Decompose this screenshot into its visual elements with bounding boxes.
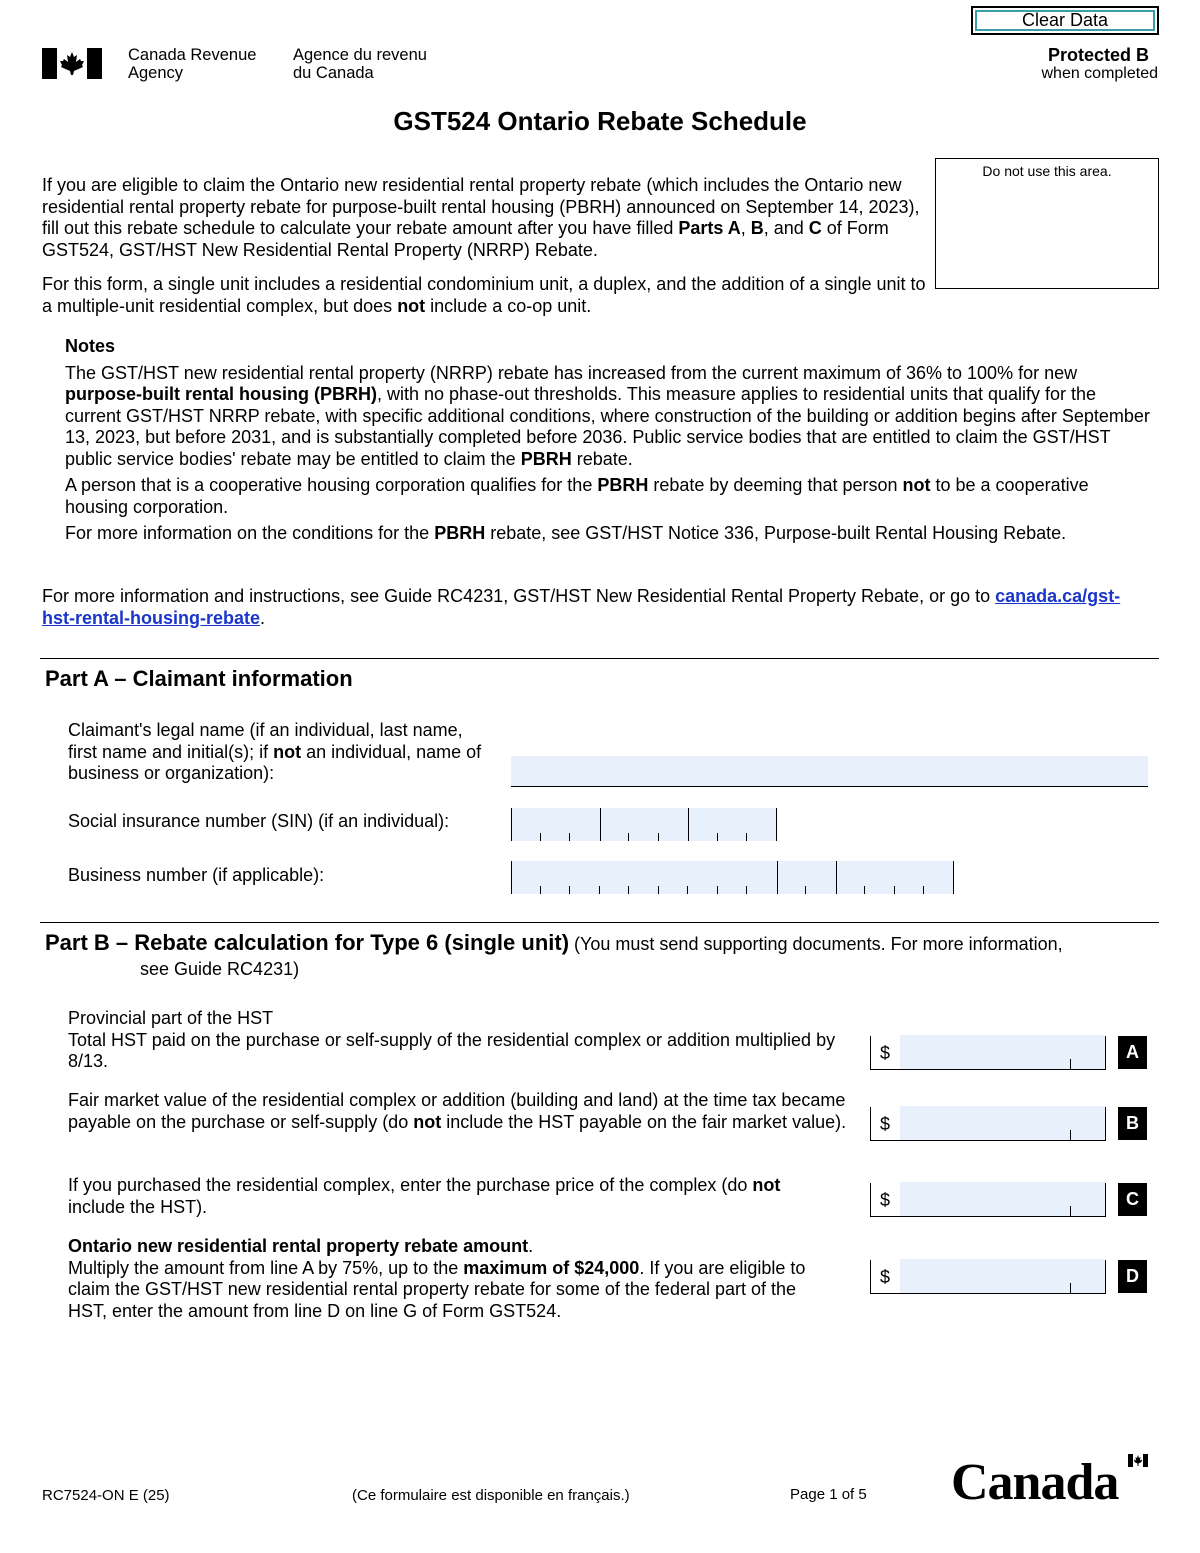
- note-2: A person that is a cooperative housing corporation qualifies for the PBRH rebate by deeming that person not to be a cooperative housing corporation.: [65, 475, 1089, 517]
- agency-en-line1: Canada Revenue: [128, 46, 257, 64]
- dollar-sign: $: [880, 1114, 891, 1134]
- line-a-heading: Provincial part of the HST: [68, 1008, 274, 1028]
- bn-char-2[interactable]: [541, 861, 571, 894]
- more-info-paragraph: For more information and instructions, see Guide RC4231, GST/HST New Residential Rental Property Rebate, or go to canada.ca/gst-hst-rental-housing-rebate.: [42, 586, 1121, 628]
- bn-char-6[interactable]: [659, 861, 689, 894]
- clear-data-button[interactable]: [971, 6, 1159, 35]
- part-b-divider: [40, 922, 1159, 923]
- line-d-heading: Ontario new residential rental property rebate amount.: [68, 1236, 534, 1256]
- agency-en-line2: Agency: [128, 64, 184, 82]
- sin-digit-8[interactable]: [718, 808, 748, 841]
- sin-input[interactable]: [511, 808, 777, 841]
- claimant-name-input[interactable]: [511, 756, 1148, 787]
- bn-char-1[interactable]: [511, 861, 541, 894]
- line-d-input[interactable]: [900, 1259, 1105, 1293]
- sin-digit-9[interactable]: [747, 808, 777, 841]
- sin-digit-6[interactable]: [659, 808, 689, 841]
- do-not-use-area: [935, 158, 1159, 289]
- line-a-description: Total HST paid on the purchase or self-supply of the residential complex or addition multiplied by 8/13.: [68, 1029, 836, 1071]
- agency-fr-line2: du Canada: [293, 64, 374, 82]
- part-b-note-2: see Guide RC4231): [140, 959, 300, 979]
- when-completed-label: when completed: [1041, 65, 1158, 82]
- line-d-description: Multiply the amount from line A by 75%, up to the maximum of $24,000. If you are eligible to claim the GST/HST new residential rental property rebate for some of the federal part of the HST, enter the amount from line D on line G of Form GST524.: [68, 1257, 806, 1321]
- part-b-title: Part B – Rebate calculation for Type 6 (single unit): [45, 930, 570, 955]
- line-d-label: [68, 1236, 808, 1322]
- business-number-input[interactable]: [511, 861, 954, 894]
- part-b-header: [45, 930, 1155, 956]
- dollar-sign: $: [880, 1267, 891, 1287]
- dollar-sign: $: [880, 1190, 891, 1210]
- canada-flag-icon: [42, 48, 102, 79]
- protected-b-label: Protected B: [1047, 45, 1149, 65]
- rental-housing-rebate-link[interactable]: canada.ca/gst-hst-rental-housing-rebate: [42, 586, 1121, 628]
- french-availability-note: (Ce formulaire est disponible en français.): [352, 1487, 630, 1504]
- notes-heading: Notes: [65, 336, 116, 356]
- clear-data-label: Clear Data: [975, 10, 1155, 31]
- sin-digit-3[interactable]: [570, 808, 600, 841]
- bn-char-3[interactable]: [570, 861, 600, 894]
- note-1: The GST/HST new residential rental property (NRRP) rebate has increased from the current maximum of 36% to 100% for new purpose-built rental housing (PBRH), with no phase-out thresholds. This measure applies to residential units that qualify for the current GST/HST NRRP rebate, with specific additional conditions, where construction of the building or addition begins after September 13, 2023, but before 2031, and is substantially completed before 2036. Public service bodies that are entitled to claim the GST/HST public service bodies' rebate may be entitled to claim the PBRH rebate.: [65, 362, 1150, 469]
- note-3: For more information on the conditions for the PBRH rebate, see GST/HST Notice 336, Purpose-built Rental Housing Rebate.: [65, 523, 1067, 543]
- bn-char-4[interactable]: [600, 861, 630, 894]
- sin-label: Social insurance number (SIN) (if an individual):: [68, 811, 450, 831]
- agency-name-english: [128, 46, 256, 82]
- line-d-amount-field[interactable]: [870, 1260, 1106, 1294]
- canada-wordmark: Canada: [951, 1454, 1119, 1511]
- sin-digit-1[interactable]: [511, 808, 541, 841]
- part-b-note-1: (You must send supporting documents. For more information,: [574, 934, 1063, 954]
- claimant-name-label: Claimant's legal name (if an individual, last name, first name and initial(s); if not an individual, name of business or organization):: [68, 720, 482, 783]
- bn-char-11[interactable]: [806, 861, 836, 894]
- intro-paragraph-1: If you are eligible to claim the Ontario new residential rental property rebate (which includes the Ontario new residential rental property rebate for purpose-built rental housing (PBRH) announced on September 14, 2023), fill out this rebate schedule to calculate your rebate amount after you have filled Parts A, B, and C of Form GST524, GST/HST New Residential Rental Property (NRRP) Rebate.: [42, 175, 920, 260]
- page-number: Page 1 of 5: [790, 1486, 867, 1503]
- sin-digit-4[interactable]: [600, 808, 630, 841]
- line-a-label: [68, 1008, 848, 1073]
- line-c-input[interactable]: [900, 1182, 1105, 1216]
- intro-paragraph-2: For this form, a single unit includes a residential condominium unit, a duplex, and the addition of a single unit to a multiple-unit residential complex, but does not include a co-op unit.: [42, 274, 926, 316]
- line-b-letter: B: [1118, 1107, 1147, 1140]
- line-b-label: Fair market value of the residential complex or addition (building and land) at the time tax became payable on the purchase or self-supply (do not include the HST payable on the fair market value).: [68, 1090, 847, 1132]
- line-d-letter: D: [1118, 1260, 1147, 1293]
- sin-digit-5[interactable]: [629, 808, 659, 841]
- part-a-divider: [40, 658, 1159, 659]
- bn-char-14[interactable]: [895, 861, 925, 894]
- agency-name-french: [293, 46, 427, 82]
- sin-digit-7[interactable]: [688, 808, 718, 841]
- bn-char-12[interactable]: [836, 861, 866, 894]
- line-b-amount-field[interactable]: [870, 1107, 1106, 1141]
- part-a-title: Part A – Claimant information: [45, 666, 353, 691]
- bn-char-8[interactable]: [718, 861, 748, 894]
- wordmark-flag-icon: [1128, 1454, 1148, 1467]
- bn-char-9[interactable]: [747, 861, 777, 894]
- line-a-amount-field[interactable]: [870, 1036, 1106, 1070]
- line-c-letter: C: [1118, 1183, 1147, 1216]
- form-number: RC7524-ON E (25): [42, 1487, 170, 1504]
- line-a-input[interactable]: [900, 1035, 1105, 1069]
- sin-digit-2[interactable]: [541, 808, 571, 841]
- line-c-amount-field[interactable]: [870, 1183, 1106, 1217]
- business-number-label: Business number (if applicable):: [68, 865, 325, 885]
- dollar-sign: $: [880, 1043, 891, 1063]
- line-a-letter: A: [1118, 1036, 1147, 1069]
- bn-char-15[interactable]: [924, 861, 954, 894]
- line-b-input[interactable]: [900, 1106, 1105, 1140]
- bn-char-10[interactable]: [777, 861, 807, 894]
- page-title: GST524 Ontario Rebate Schedule: [393, 106, 807, 136]
- agency-fr-line1: Agence du revenu: [293, 46, 427, 64]
- bn-char-13[interactable]: [865, 861, 895, 894]
- bn-char-7[interactable]: [688, 861, 718, 894]
- bn-char-5[interactable]: [629, 861, 659, 894]
- do-not-use-text: Do not use this area.: [982, 163, 1112, 179]
- line-c-label: If you purchased the residential complex, enter the purchase price of the complex (do not include the HST).: [68, 1175, 781, 1217]
- notes-section: [65, 336, 1155, 550]
